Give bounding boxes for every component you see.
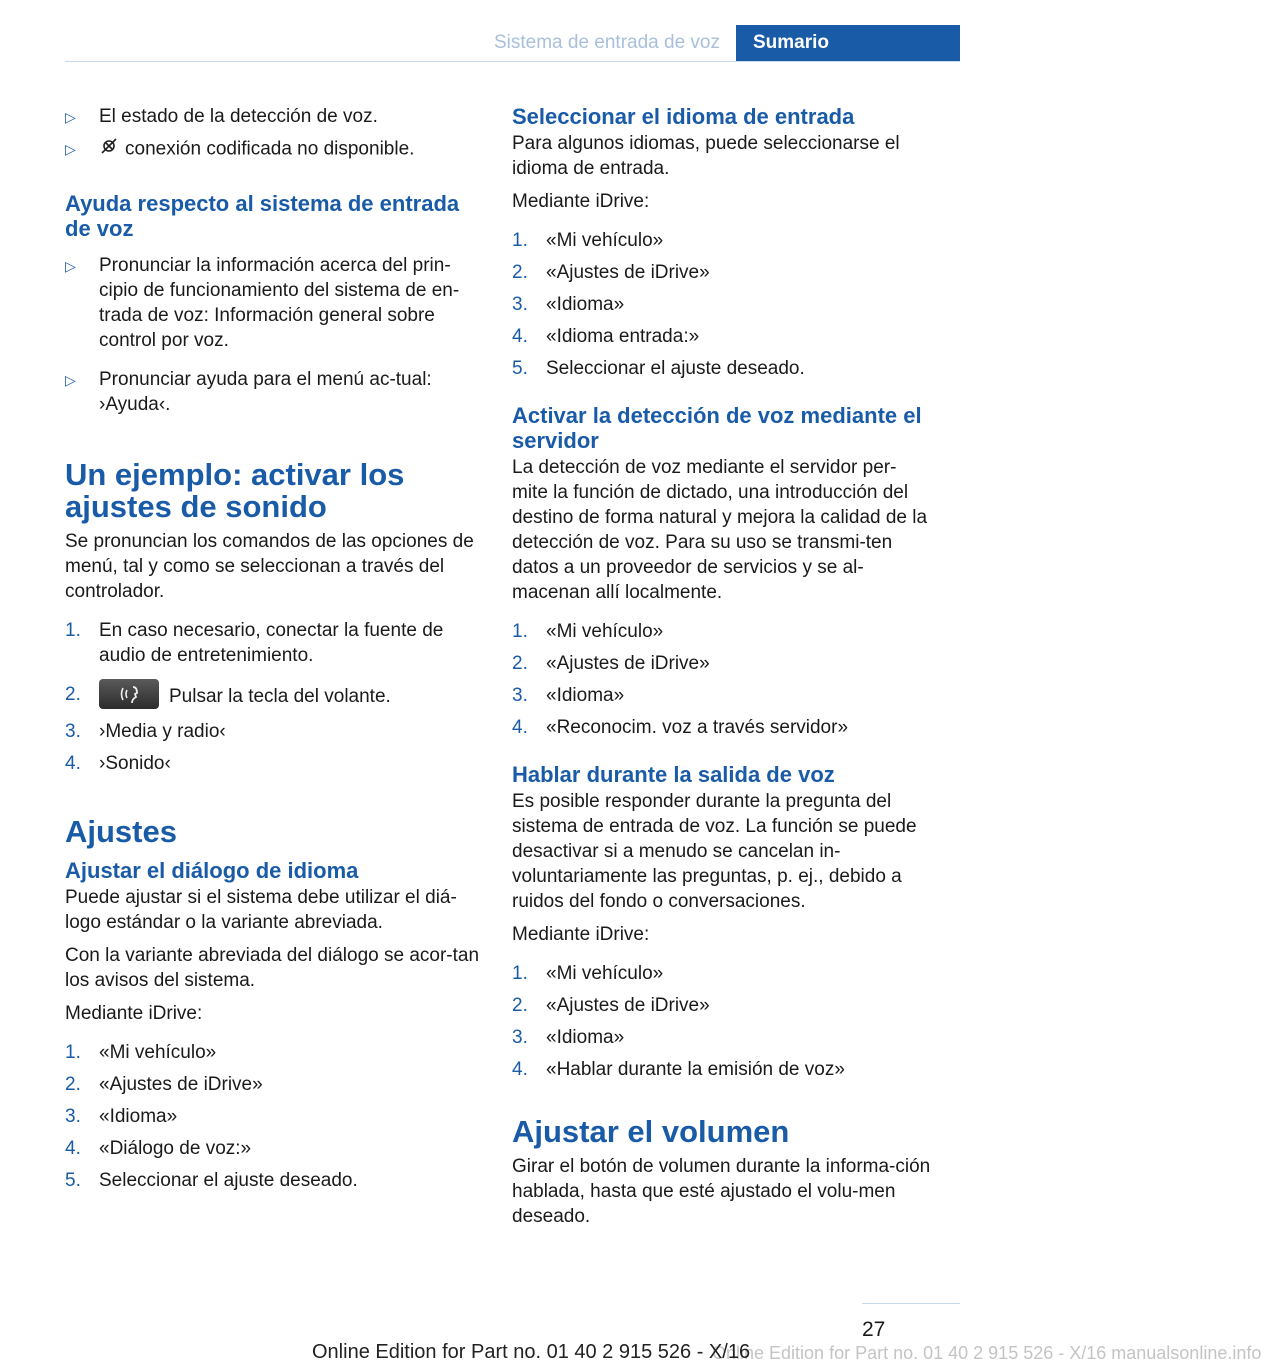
step-number: 5.: [512, 358, 528, 379]
bullet-marker: ▷: [65, 258, 76, 274]
list-item: 2. «Ajustes de iDrive»: [512, 995, 710, 1016]
list-item: 4. «Diálogo de voz:»: [65, 1138, 252, 1159]
talk-heading-wrap: [512, 762, 932, 787]
step-number: 3.: [65, 721, 81, 742]
bullet-marker: ▷: [65, 109, 76, 125]
step-number: 2.: [65, 1074, 81, 1095]
step-number: 3.: [512, 1027, 528, 1048]
talk-subsection-title: Hablar durante la salida de voz: [512, 762, 835, 787]
list-item: 1. «Mi vehículo»: [512, 963, 664, 984]
language-steps-list: [512, 228, 932, 381]
voice-steering-button-icon: [99, 679, 159, 709]
list-item: ▷ conexión codificada no disponible.: [65, 136, 481, 163]
step-number: 5.: [65, 1170, 81, 1191]
step-number: 1.: [512, 963, 528, 984]
header-divider: [65, 61, 960, 62]
server-subsection-title: Activar la detección de voz mediante el servidor: [512, 403, 922, 453]
talk-text-2: Mediante iDrive:: [512, 924, 650, 945]
help-section-title: Ayuda respecto al sistema de entrada de voz: [65, 191, 460, 241]
watermark: Online Edition for Part no. 01 40 2 915 526 - X/16 manualsonline.info: [712, 1343, 1261, 1363]
bullet-marker: ▷: [65, 372, 76, 388]
list-item: 1. En caso necesario, conectar la fuente de audio de entretenimiento.: [65, 620, 444, 666]
example-heading-wrap: [65, 459, 481, 523]
step-number: 4.: [512, 717, 528, 738]
language-subsection-title: Seleccionar el idioma de entrada: [512, 104, 855, 129]
server-heading-wrap: [512, 403, 932, 453]
running-header-section: Sistema de entrada de voz: [493, 32, 720, 53]
right-column: [512, 104, 932, 1237]
step-number: 4.: [65, 1138, 81, 1159]
list-item: 3. «Idioma»: [512, 1027, 625, 1048]
step-number: 1.: [65, 1042, 81, 1063]
step-number: 2.: [512, 262, 528, 283]
bullet-marker: ▷: [65, 141, 76, 157]
list-item: 3. «Idioma»: [512, 294, 625, 315]
language-text-2: Mediante iDrive:: [512, 191, 650, 212]
example-steps-list: [65, 618, 481, 776]
settings-section-title: Ajustes: [65, 814, 177, 849]
list-item: 3. ›Media y radio‹: [65, 721, 226, 742]
list-item: 5. Seleccionar el ajuste deseado.: [65, 1170, 358, 1191]
list-item: 4. «Hablar durante la emisión de voz»: [512, 1059, 845, 1080]
volume-section-title: Ajustar el volumen: [512, 1114, 790, 1149]
step-number: 2.: [512, 995, 528, 1016]
dialog-subsection-title: Ajustar el diálogo de idioma: [65, 858, 359, 883]
volume-text: Girar el botón de volumen durante la informa-ción hablada, hasta que esté ajustado el volu-men deseado.: [512, 1156, 931, 1227]
edition-note: Online Edition for Part no. 01 40 2 915 526 - X/16: [312, 1341, 751, 1363]
step-number: 2.: [512, 653, 528, 674]
step-number: 1.: [512, 621, 528, 642]
step-number: 4.: [512, 1059, 528, 1080]
dialog-text-2: Con la variante abreviada del diálogo se acor-tan los avisos del sistema.: [65, 945, 480, 991]
help-section-heading-wrap: [65, 191, 481, 241]
list-item: 5. Seleccionar el ajuste deseado.: [512, 358, 805, 379]
step-number: 4.: [512, 326, 528, 347]
list-item: 2. «Ajustes de iDrive»: [65, 1074, 263, 1095]
step-number: 1.: [65, 620, 81, 641]
dialog-text-3: Mediante iDrive:: [65, 1003, 203, 1024]
list-item: 3. «Idioma»: [65, 1106, 178, 1127]
step-number: 3.: [65, 1106, 81, 1127]
list-item: ▷ Pronunciar ayuda para el menú ac-tual: ›Ayuda‹.: [65, 369, 432, 415]
step-number: 1.: [512, 230, 528, 251]
server-steps-list: [512, 619, 932, 740]
list-item: 1. «Mi vehículo»: [512, 621, 664, 642]
step-number: 3.: [512, 685, 528, 706]
example-intro: Se pronuncian los comandos de las opciones de menú, tal y como se seleccionan a través del controlador.: [65, 531, 474, 602]
no-encrypted-connection-icon: [99, 136, 119, 163]
list-item: ▷ El estado de la detección de voz.: [65, 104, 481, 129]
example-section-title: Un ejemplo: activar los ajustes de sonido: [65, 457, 405, 524]
step-number: 3.: [512, 294, 528, 315]
volume-heading-wrap: [512, 1116, 932, 1148]
dialog-text-1: Puede ajustar si el sistema debe utilizar el diá-logo estándar o la variante abreviada.: [65, 887, 457, 933]
list-item: 1. «Mi vehículo»: [65, 1042, 217, 1063]
list-item: 1. «Mi vehículo»: [512, 230, 664, 251]
dialog-steps-list: [65, 1040, 481, 1193]
page-number: 27: [862, 1318, 886, 1341]
language-text-1: Para algunos idiomas, puede seleccionarse el idioma de entrada.: [512, 133, 900, 179]
list-item: 4. «Idioma entrada:»: [512, 326, 700, 347]
talk-steps-list: [512, 961, 932, 1082]
server-text: La detección de voz mediante el servidor per-mite la función de dictado, una introducción del destino de forma natural y mejora la calidad de la detección de voz. Para su uso se transmi-ten datos a un proveedor de servicios y se al-macenan allí localmente.: [512, 457, 928, 603]
list-item: 2. «Ajustes de iDrive»: [512, 653, 710, 674]
help-bullet-list: [65, 253, 481, 417]
status-bullet-list: [65, 104, 481, 163]
step-number: 4.: [65, 753, 81, 774]
list-item: ▷ Pronunciar la información acerca del prin-cipio de funcionamiento del sistema de en-trada de voz: Información general sobre control por voz.: [65, 255, 460, 351]
list-item: 2. «Ajustes de iDrive»: [512, 262, 710, 283]
step-number: 2.: [65, 684, 81, 705]
list-item: 4. ›Sonido‹: [65, 753, 171, 774]
left-column: [65, 104, 481, 1200]
settings-heading-wrap: [65, 816, 481, 848]
talk-text-1: Es posible responder durante la pregunta del sistema de entrada de voz. La función se puede desactivar si a menudo se cancelan in-voluntariamente las preguntas, p. ej., debido a ruidos del fondo o conversaciones.: [512, 791, 917, 912]
list-item: 3. «Idioma»: [512, 685, 625, 706]
tab-sumario[interactable]: Sumario: [736, 25, 960, 62]
footer-divider: [862, 1303, 960, 1304]
list-item: 2. Pulsar la tecla del volante.: [65, 682, 481, 712]
list-item: 4. «Reconocim. voz a través servidor»: [512, 717, 849, 738]
